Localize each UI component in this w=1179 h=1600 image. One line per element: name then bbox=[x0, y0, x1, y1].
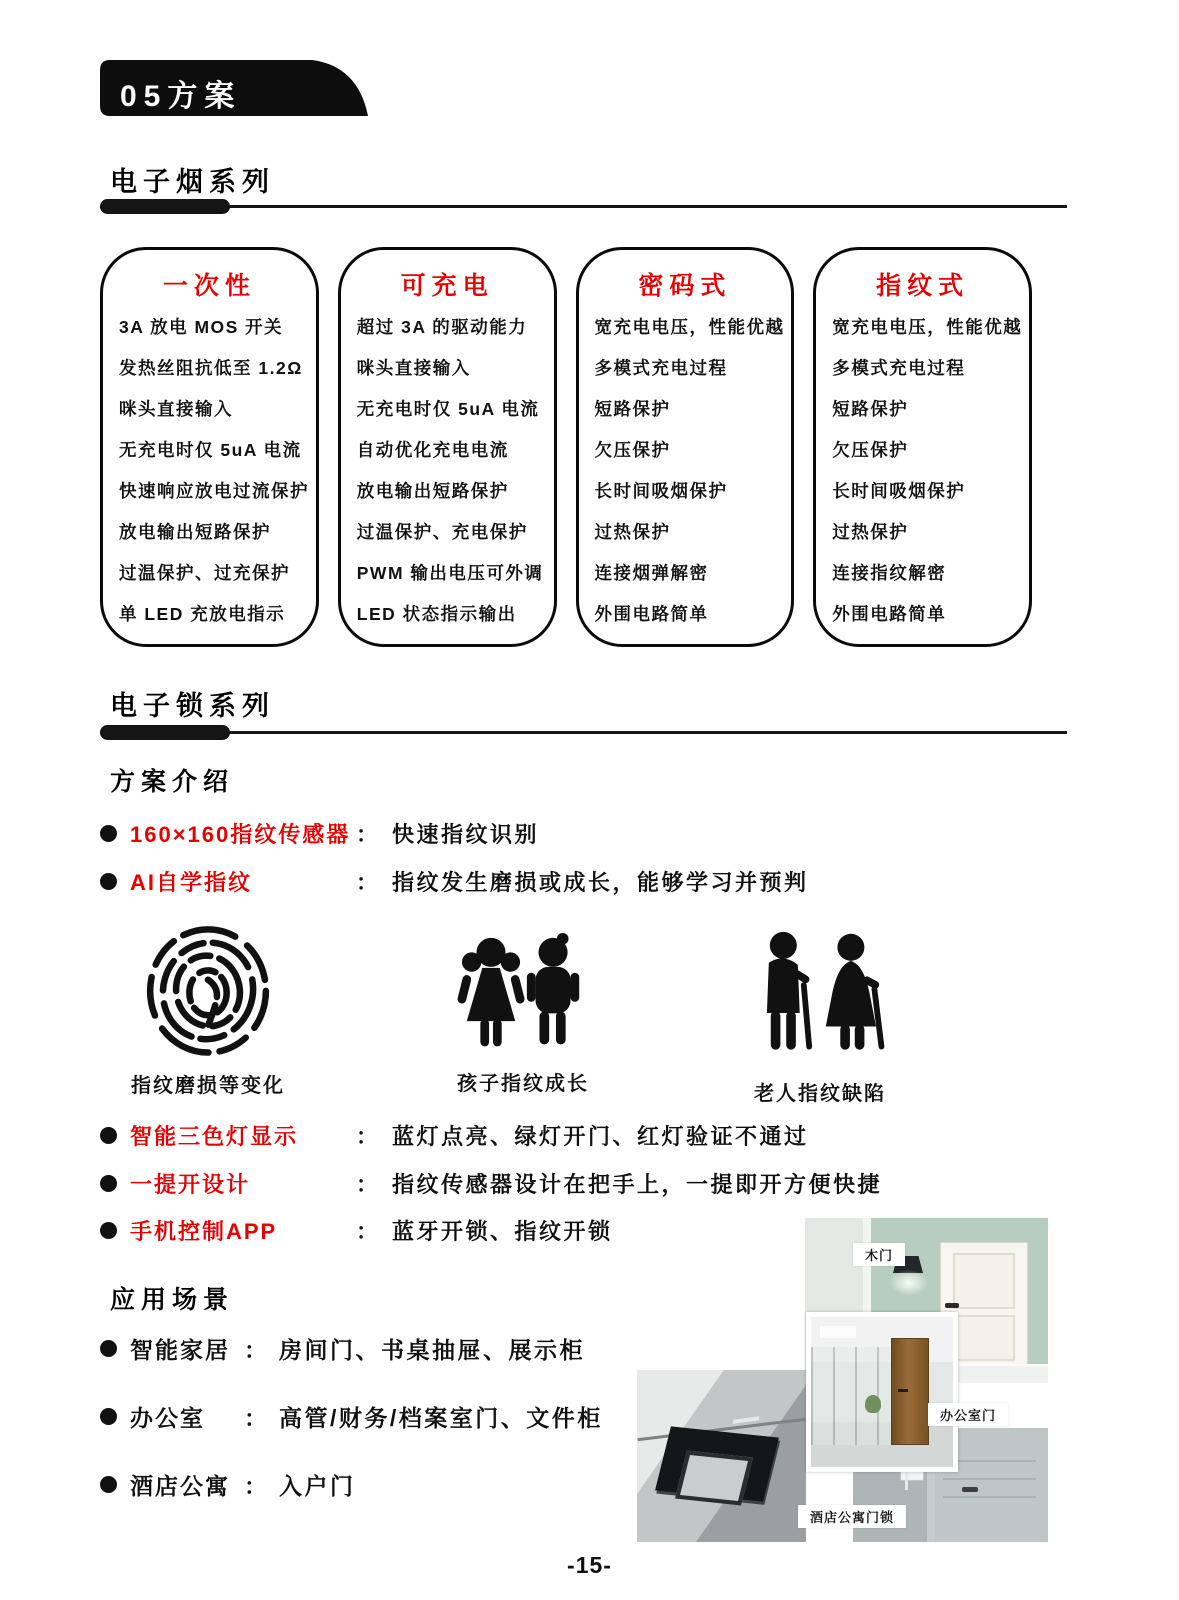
divider-thin-line bbox=[100, 731, 1067, 734]
ceiling-light bbox=[820, 1326, 857, 1338]
section-divider bbox=[100, 199, 1067, 214]
feature-label: 手机控制APP bbox=[130, 1219, 278, 1244]
card-item: 欠压保护 bbox=[832, 440, 909, 460]
scenario-desc: 高管/财务/档案室门、文件柜 bbox=[279, 1405, 603, 1431]
icon-group-elderly bbox=[730, 928, 910, 1106]
feature-row-app bbox=[100, 1215, 613, 1246]
photo-label-wood-door: 木门 bbox=[853, 1243, 905, 1266]
lamp-glow bbox=[889, 1270, 929, 1296]
card-item: 宽充电电压，性能优越 bbox=[594, 317, 785, 337]
intro-heading: 方案介绍 bbox=[110, 768, 235, 796]
feature-desc: 指纹发生磨损或成长，能够学习并预判 bbox=[392, 870, 809, 895]
scenario-row-hotel bbox=[100, 1468, 356, 1501]
photo-office-door bbox=[806, 1312, 958, 1472]
ecig-card-password bbox=[576, 247, 795, 647]
ecig-card-disposable bbox=[100, 247, 319, 647]
ecig-card-rechargeable bbox=[338, 247, 557, 647]
card-item-list bbox=[816, 306, 1029, 634]
drawer-interior bbox=[675, 1451, 753, 1506]
door-handle-icon bbox=[945, 1303, 959, 1308]
card-item: 外围电路简单 bbox=[832, 604, 947, 624]
card-item: 自动优化充电电流 bbox=[356, 440, 509, 460]
scenario-colon: ： bbox=[244, 1405, 267, 1431]
scenario-label: 智能家居 bbox=[130, 1337, 230, 1363]
card-item: 咪头直接输入 bbox=[356, 358, 471, 378]
card-item: 长时间吸烟保护 bbox=[594, 481, 728, 501]
divider-thick-bar bbox=[100, 199, 230, 214]
bullet-dot-icon bbox=[100, 1127, 117, 1144]
scenario-row-office bbox=[100, 1400, 603, 1433]
divider-thin-line bbox=[100, 205, 1067, 208]
fingerprint-icon bbox=[132, 920, 284, 1060]
wood-office-door bbox=[891, 1338, 930, 1445]
card-item: 放电输出短路保护 bbox=[119, 522, 271, 542]
feature-colon: ： bbox=[356, 1172, 379, 1197]
card-title: 密码式 bbox=[638, 272, 732, 300]
door-groove bbox=[943, 1496, 1037, 1498]
feature-label: AI自学指纹 bbox=[130, 870, 253, 895]
card-item: 3A 放电 MOS 开关 bbox=[119, 317, 284, 337]
page-banner bbox=[100, 60, 372, 116]
card-item: 长时间吸烟保护 bbox=[832, 481, 966, 501]
scenario-desc: 房间门、书桌抽屉、展示柜 bbox=[279, 1337, 585, 1363]
feature-desc: 蓝灯点亮、绿灯开门、红灯验证不通过 bbox=[392, 1124, 809, 1149]
card-item: 欠压保护 bbox=[594, 440, 671, 460]
card-item: 放电输出短路保护 bbox=[356, 481, 509, 501]
scenario-label: 办公室 bbox=[130, 1405, 205, 1431]
photo-drawer-cabinet bbox=[637, 1370, 806, 1542]
page-number: -15- bbox=[567, 1552, 612, 1578]
scenario-row-home bbox=[100, 1332, 585, 1365]
plant bbox=[865, 1395, 881, 1413]
card-item: 宽充电电压，性能优越 bbox=[832, 317, 1023, 337]
card-item: PWM 输出电压可外调 bbox=[356, 563, 544, 583]
children-icon bbox=[448, 932, 598, 1058]
icon-group-children bbox=[438, 932, 608, 1096]
feature-label: 160×160指纹传感器 bbox=[130, 822, 351, 847]
ecig-section-heading: 电子烟系列 bbox=[110, 167, 275, 197]
card-item: 过热保护 bbox=[832, 522, 909, 542]
bullet-dot-icon bbox=[100, 1408, 117, 1425]
feature-row-sensor bbox=[100, 818, 539, 849]
card-title: 一次性 bbox=[162, 272, 256, 300]
elock-section-heading: 电子锁系列 bbox=[110, 691, 275, 721]
door-groove bbox=[943, 1478, 1037, 1480]
card-item: 短路保护 bbox=[594, 399, 671, 419]
feature-colon: ： bbox=[356, 870, 379, 895]
bullet-dot-icon bbox=[100, 1222, 117, 1239]
scenario-label: 酒店公寓 bbox=[130, 1473, 230, 1499]
card-item: 外围电路简单 bbox=[594, 604, 709, 624]
feature-colon: ： bbox=[356, 822, 379, 847]
scenario-colon: ： bbox=[244, 1473, 267, 1499]
card-item: 无充电时仅 5uA 电流 bbox=[356, 399, 540, 419]
feature-desc: 蓝牙开锁、指纹开锁 bbox=[392, 1219, 613, 1244]
card-item: 多模式充电过程 bbox=[594, 358, 728, 378]
bullet-dot-icon bbox=[100, 1340, 117, 1357]
card-item: 无充电时仅 5uA 电流 bbox=[119, 440, 302, 460]
bullet-dot-icon bbox=[100, 873, 117, 890]
bullet-dot-icon bbox=[100, 825, 117, 842]
divider-thick-bar bbox=[100, 725, 230, 740]
card-item-list bbox=[341, 306, 554, 634]
icon-caption: 老人指纹缺陷 bbox=[754, 1083, 886, 1105]
card-item-list bbox=[103, 306, 316, 634]
bullet-dot-icon bbox=[100, 1175, 117, 1192]
door-handle-icon bbox=[962, 1487, 978, 1492]
card-item: 过温保护、过充保护 bbox=[119, 563, 290, 583]
feature-colon: ： bbox=[356, 1219, 379, 1244]
glass-partition bbox=[811, 1347, 893, 1445]
elderly-couple-icon bbox=[742, 928, 898, 1068]
card-title: 可充电 bbox=[400, 272, 494, 300]
feature-colon: ： bbox=[356, 1124, 379, 1149]
ecig-card-row bbox=[100, 247, 1032, 647]
door-panel bbox=[953, 1315, 1015, 1361]
door-handle-icon bbox=[898, 1389, 908, 1392]
page-title: 05方案 bbox=[120, 80, 242, 113]
card-item: 多模式充电过程 bbox=[832, 358, 966, 378]
drawer-handle-icon bbox=[733, 1416, 759, 1424]
scenario-colon: ： bbox=[244, 1337, 267, 1363]
card-item: 短路保护 bbox=[832, 399, 909, 419]
card-item-list bbox=[579, 306, 792, 634]
bullet-dot-icon bbox=[100, 1476, 117, 1493]
ecig-card-fingerprint bbox=[813, 247, 1032, 647]
card-item: 单 LED 充放电指示 bbox=[119, 604, 286, 624]
card-item: 连接烟弹解密 bbox=[594, 563, 709, 583]
icon-caption: 指纹磨损等变化 bbox=[131, 1075, 285, 1097]
feature-desc: 指纹传感器设计在把手上，一提即开方便快捷 bbox=[392, 1172, 883, 1197]
section-divider bbox=[100, 725, 1067, 740]
feature-label: 一提开设计 bbox=[130, 1172, 251, 1197]
card-item: LED 状态指示输出 bbox=[356, 604, 517, 624]
door-panel bbox=[953, 1253, 1015, 1309]
card-item: 发热丝阻抗低至 1.2Ω bbox=[119, 358, 303, 378]
application-photo-collage bbox=[620, 1195, 1060, 1547]
icon-group-fingerprint bbox=[118, 920, 298, 1098]
card-item: 过热保护 bbox=[594, 522, 671, 542]
feature-desc: 快速指纹识别 bbox=[392, 822, 540, 847]
scenarios-heading: 应用场景 bbox=[110, 1286, 235, 1314]
scenario-desc: 入户门 bbox=[279, 1473, 356, 1499]
feature-label: 智能三色灯显示 bbox=[130, 1124, 299, 1149]
card-item: 连接指纹解密 bbox=[832, 563, 947, 583]
photo-label-hotel-lock: 酒店公寓门锁 bbox=[798, 1505, 906, 1528]
card-item: 超过 3A 的驱动能力 bbox=[356, 317, 528, 337]
card-item: 咪头直接输入 bbox=[119, 399, 233, 419]
card-item: 过温保护、充电保护 bbox=[356, 522, 528, 542]
card-item: 快速响应放电过流保护 bbox=[119, 481, 309, 501]
card-title: 指纹式 bbox=[876, 272, 970, 300]
feature-row-trilight bbox=[100, 1120, 809, 1151]
photo-label-office-door: 办公室门 bbox=[928, 1403, 1008, 1426]
feature-row-ai bbox=[100, 866, 809, 897]
icon-caption: 孩子指纹成长 bbox=[457, 1073, 589, 1095]
